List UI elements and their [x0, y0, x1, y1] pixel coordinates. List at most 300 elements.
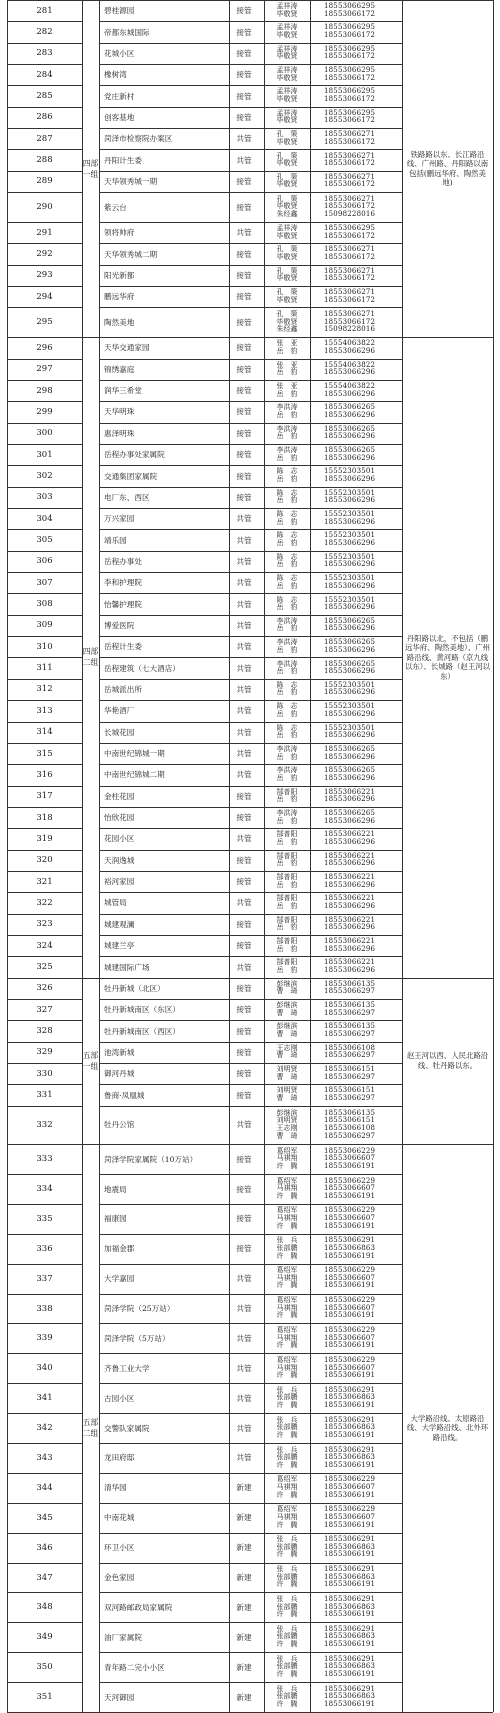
community-name: 城管局	[104, 898, 127, 908]
phone-numbers	[324, 956, 402, 977]
person-name: 岳 豹	[276, 581, 298, 590]
responsible-people	[264, 0, 310, 21]
row-number: 320	[36, 855, 53, 866]
phone-numbers	[324, 43, 402, 64]
management-type: 接管	[236, 941, 252, 951]
management-type: 接管	[236, 1005, 252, 1015]
row-number: 330	[36, 1068, 53, 1079]
phone-number: 18553066607	[324, 1333, 376, 1342]
person-name: 岳 豹	[276, 496, 298, 505]
phone-numbers	[324, 1323, 402, 1353]
phone-number: 18553066229	[324, 1206, 376, 1215]
responsible-people	[264, 380, 310, 401]
phone-number: 18553066296	[324, 773, 376, 782]
community-name: 丹阳计生委	[104, 155, 142, 165]
person-name: 郜普阳	[276, 958, 298, 967]
responsible-people	[264, 1652, 310, 1682]
person-name: 毕敬贤	[276, 137, 298, 146]
row-number: 336	[36, 1243, 53, 1254]
person-name: 孟祥涛	[276, 224, 298, 233]
management-type: 共管	[236, 684, 252, 694]
person-name: 岳 豹	[276, 944, 298, 953]
community-name: 大学嘉园	[104, 1274, 135, 1284]
responsible-people	[264, 1204, 310, 1234]
management-type: 接管	[236, 1090, 252, 1100]
community-name: 润华三希堂	[104, 386, 142, 396]
responsible-people	[264, 43, 310, 64]
phone-numbers	[324, 807, 402, 828]
management-type: 接管	[236, 48, 252, 58]
person-name: 孟祥涛	[276, 44, 298, 53]
management-type: 共管	[236, 706, 252, 716]
row-number: 321	[36, 876, 53, 887]
phone-number: 15552303501	[324, 595, 376, 604]
phone-number: 15554063822	[324, 382, 376, 391]
phone-number: 18553066291	[324, 1385, 376, 1394]
phone-number: 18553066291	[324, 1415, 376, 1424]
phone-number: 18553066296	[324, 944, 376, 953]
row-number: 292	[36, 249, 53, 260]
person-name: 岳 豹	[276, 667, 298, 676]
responsible-people	[264, 107, 310, 128]
community-name: 锦绣嘉庭	[104, 364, 135, 374]
person-name: 许 腾	[276, 1669, 298, 1678]
person-name: 孟祥涛	[276, 23, 298, 32]
phone-number: 18553066863	[324, 1423, 376, 1432]
person-name: 毕敬贤	[276, 295, 298, 304]
phone-number: 18553066172	[324, 159, 376, 168]
responsible-people	[264, 551, 310, 572]
person-name: 岳 豹	[276, 453, 298, 462]
phone-number: 18553066172	[324, 73, 376, 82]
phone-numbers	[324, 337, 402, 358]
management-type: 接管	[236, 27, 252, 37]
phone-numbers	[324, 243, 402, 264]
responsible-people	[264, 615, 310, 636]
responsible-people	[264, 1563, 310, 1593]
phone-numbers	[324, 359, 402, 380]
phone-numbers	[324, 1063, 402, 1084]
row-number: 339	[36, 1333, 53, 1344]
responsible-people	[264, 572, 310, 593]
person-name: 许 腾	[276, 1580, 298, 1589]
community-name: 长城花园	[104, 727, 135, 737]
community-name: 牡丹公馆	[104, 1120, 135, 1130]
phone-number: 18553066296	[324, 688, 376, 697]
row-number: 296	[36, 342, 53, 353]
person-name: 李洪涛	[276, 424, 298, 433]
management-type: 接管	[236, 364, 252, 374]
phone-number: 18553066172	[324, 52, 376, 61]
column-divider	[264, 0, 265, 1712]
person-name: 孔 策	[276, 266, 298, 275]
person-name: 彭继滨	[276, 1001, 298, 1010]
responsible-people	[264, 764, 310, 785]
person-name: 陈 志	[276, 702, 298, 711]
group-label-text: 四部一组	[82, 158, 99, 179]
management-type: 接管	[236, 855, 252, 865]
row-number: 285	[36, 91, 53, 102]
person-name: 毕敬贤	[276, 231, 298, 240]
person-name: 毕敬贤	[276, 180, 298, 189]
community-name: 万兴家园	[104, 514, 135, 524]
row-number: 298	[36, 385, 53, 396]
responsible-people	[264, 956, 310, 977]
person-name: 张 兵	[276, 1415, 298, 1424]
management-type: 接管	[236, 1026, 252, 1036]
phone-number: 18553066172	[324, 295, 376, 304]
responsible-people	[264, 700, 310, 721]
phone-numbers	[324, 1174, 402, 1204]
phone-number: 18553066296	[324, 923, 376, 932]
person-name: 岳 豹	[276, 859, 298, 868]
phone-number: 18553066296	[324, 837, 376, 846]
phone-number: 18553066191	[324, 1311, 376, 1320]
phone-number: 18553066295	[324, 87, 376, 96]
phone-number: 18553066295	[324, 224, 376, 233]
person-name: 张 兵	[276, 1236, 298, 1245]
person-name: 毕敬贤	[276, 253, 298, 262]
person-name: 马祺翔	[276, 1512, 298, 1521]
phone-number: 18553066296	[324, 667, 376, 676]
person-name: 岳 豹	[276, 966, 298, 974]
phone-number: 18553066172	[324, 95, 376, 104]
community-name: 城建兰亭	[104, 941, 135, 951]
person-name: 许 腾	[276, 1640, 298, 1649]
row-number: 291	[36, 227, 53, 238]
responsible-people	[264, 359, 310, 380]
community-name: 青年路二完小小区	[104, 1662, 165, 1672]
person-name: 张 亚	[276, 382, 298, 391]
management-type: 共管	[236, 1120, 252, 1130]
community-name: 油厂家属院	[104, 1632, 142, 1642]
community-name: 天润逸城	[104, 855, 135, 865]
person-name: 郜普阳	[276, 830, 298, 839]
community-name: 牡丹新城（北区）	[104, 983, 165, 993]
phone-number: 18553066607	[324, 1154, 376, 1163]
row-number: 335	[36, 1213, 53, 1224]
community-name: 中南花城	[104, 1513, 135, 1523]
responsible-people	[264, 1174, 310, 1204]
phone-number: 15552303501	[324, 680, 376, 689]
management-type: 接管	[236, 1069, 252, 1079]
phone-numbers	[324, 1294, 402, 1324]
phone-number: 18553066172	[324, 231, 376, 240]
community-name: 鲁商·凤凰城	[104, 1090, 145, 1100]
person-name: 许 腾	[276, 1281, 298, 1290]
management-type: 共管	[236, 1423, 252, 1433]
management-type: 接管	[236, 70, 252, 80]
phone-number: 18553066229	[324, 1176, 376, 1185]
person-name: 毕敬贤	[276, 202, 298, 211]
person-name: 李洪涛	[276, 403, 298, 412]
phone-numbers	[324, 85, 402, 106]
person-name: 彭继滨	[276, 979, 298, 988]
responsible-people	[264, 487, 310, 508]
row-number: 294	[36, 291, 53, 302]
person-name: 许 腾	[276, 1460, 298, 1469]
person-name: 岳 豹	[276, 624, 298, 633]
responsible-people	[264, 337, 310, 358]
community-name: 岳程办事处家属院	[104, 450, 165, 460]
management-type: 共管	[236, 1453, 252, 1463]
person-name: 岳 豹	[276, 795, 298, 804]
community-name: 菏泽市检察院办案区	[104, 134, 173, 144]
phone-numbers	[324, 1563, 402, 1593]
responsible-people	[264, 1144, 310, 1174]
person-name: 张 兵	[276, 1385, 298, 1394]
row-number: 290	[36, 202, 53, 213]
phone-number: 18553066229	[324, 1475, 376, 1484]
phone-number: 18553066291	[324, 1565, 376, 1574]
phone-number: 18553066863	[324, 1632, 376, 1641]
phone-numbers	[324, 700, 402, 721]
management-type: 接管	[236, 1244, 252, 1254]
phone-number: 15098228016	[324, 325, 376, 334]
phone-number: 18553066297	[324, 1051, 376, 1060]
management-type: 接管	[236, 919, 252, 929]
phone-numbers	[324, 892, 402, 913]
phone-number: 18553066607	[324, 1512, 376, 1521]
row-number: 286	[36, 112, 53, 123]
phone-numbers	[324, 786, 402, 807]
phone-number: 18553066863	[324, 1692, 376, 1701]
person-name: 葛绍军	[276, 1326, 298, 1335]
responsible-people	[264, 636, 310, 657]
phone-number: 18553066265	[324, 659, 376, 668]
responsible-people	[264, 1682, 310, 1712]
phone-number: 18553066296	[324, 645, 376, 654]
row-number: 345	[36, 1512, 53, 1523]
person-name: 孔 策	[276, 194, 298, 203]
person-name: 许 腾	[276, 1311, 298, 1320]
phone-numbers	[324, 286, 402, 307]
person-name: 马祺翔	[276, 1333, 298, 1342]
community-name: 靖乐园	[104, 535, 127, 545]
community-name: 华艳酒厂	[104, 706, 135, 716]
phone-number: 18553066265	[324, 808, 376, 817]
community-name: 李和护理院	[104, 578, 142, 588]
row-number: 332	[36, 1119, 53, 1130]
responsible-people	[264, 243, 310, 264]
phone-numbers	[324, 1592, 402, 1622]
phone-number: 18553066221	[324, 787, 376, 796]
row-number: 300	[36, 428, 53, 439]
responsible-people	[264, 529, 310, 550]
person-name: 毕敬贤	[276, 95, 298, 104]
community-name: 陶然美地	[104, 317, 135, 327]
person-name: 许 腾	[276, 1191, 298, 1200]
phone-number: 18553066295	[324, 44, 376, 53]
phone-number: 18553066265	[324, 616, 376, 625]
person-name: 马祺翔	[276, 1483, 298, 1492]
community-name: 菏泽学院（25万站）	[104, 1304, 175, 1314]
phone-number: 18553066863	[324, 1602, 376, 1611]
phone-number: 15552303501	[324, 723, 376, 732]
person-name: 岳 豹	[276, 880, 298, 889]
management-type: 共管	[236, 134, 252, 144]
phone-number: 18553066151	[324, 1116, 376, 1125]
phone-number: 18553066291	[324, 1684, 376, 1693]
management-type: 接管	[236, 492, 252, 502]
phone-numbers	[324, 615, 402, 636]
phone-number: 18553066291	[324, 1445, 376, 1454]
management-type: 接管	[236, 249, 252, 259]
row-number: 324	[36, 940, 53, 951]
community-name: 菏泽学院家属院（10万站）	[104, 1154, 198, 1164]
phone-number: 18553066291	[324, 1236, 376, 1245]
phone-number: 18553066863	[324, 1243, 376, 1252]
person-name: 张部鹏	[276, 1393, 298, 1402]
phone-numbers	[324, 107, 402, 128]
person-name: 张部鹏	[276, 1692, 298, 1701]
person-name: 许 腾	[276, 1699, 298, 1708]
row-number: 307	[36, 577, 53, 588]
management-type: 接管	[236, 1214, 252, 1224]
person-name: 曹 琦	[276, 1094, 298, 1103]
responsible-people	[264, 828, 310, 849]
row-number: 349	[36, 1632, 53, 1643]
management-type: 接管	[236, 471, 252, 481]
responsible-people	[264, 1473, 310, 1503]
phone-numbers	[324, 1106, 402, 1144]
person-name: 孔 策	[276, 130, 298, 139]
phone-numbers	[324, 935, 402, 956]
community-table	[7, 0, 494, 1712]
phone-number: 18553066221	[324, 894, 376, 903]
phone-number: 18553066296	[324, 603, 376, 612]
phone-number: 18553066172	[324, 274, 376, 283]
person-name: 岳 豹	[276, 837, 298, 846]
management-type: 共管	[236, 727, 252, 737]
responsible-people	[264, 657, 310, 678]
person-name: 张部鹏	[276, 1453, 298, 1462]
phone-number: 18553066863	[324, 1453, 376, 1462]
community-name: 阳光新都	[104, 270, 135, 280]
row-number: 293	[36, 270, 53, 281]
phone-numbers	[324, 1042, 402, 1063]
phone-numbers	[324, 0, 402, 21]
phone-numbers	[324, 21, 402, 42]
phone-number: 18553066191	[324, 1281, 376, 1290]
responsible-people	[264, 1106, 310, 1144]
responsible-people	[264, 1234, 310, 1264]
responsible-people	[264, 871, 310, 892]
phone-number: 15552303501	[324, 488, 376, 497]
person-name: 马祺翔	[276, 1154, 298, 1163]
responsible-people	[264, 1294, 310, 1324]
phone-number: 18553066191	[324, 1191, 376, 1200]
community-name: 中南世纪锦城一期	[104, 749, 165, 759]
phone-number: 18553066296	[324, 624, 376, 633]
community-name: 怡欣花园	[104, 813, 135, 823]
phone-number: 18553066191	[324, 1640, 376, 1649]
person-name: 王志刚	[276, 1043, 298, 1052]
phone-number: 18553066607	[324, 1483, 376, 1492]
community-name: 岳程计生委	[104, 642, 142, 652]
management-type: 接管	[236, 983, 252, 993]
management-type: 新建	[236, 1543, 252, 1553]
person-name: 岳 豹	[276, 560, 298, 569]
phone-number: 18553066607	[324, 1363, 376, 1372]
community-name: 清华园	[104, 1483, 127, 1493]
person-name: 马祺翔	[276, 1184, 298, 1193]
person-name: 岳 豹	[276, 410, 298, 419]
phone-number: 18553066191	[324, 1610, 376, 1619]
responsible-people	[264, 1533, 310, 1563]
row-number: 284	[36, 69, 53, 80]
management-type: 共管	[236, 514, 252, 524]
phone-number: 18553066296	[324, 795, 376, 804]
phone-numbers	[324, 444, 402, 465]
row-number: 341	[36, 1393, 53, 1404]
phone-numbers	[324, 465, 402, 486]
phone-number: 18553066191	[324, 1400, 376, 1409]
community-name: 金柱花园	[104, 791, 135, 801]
row-number: 282	[36, 27, 53, 38]
person-name: 曹 琦	[276, 1008, 298, 1017]
group-label	[82, 337, 99, 977]
management-type: 接管	[236, 112, 252, 122]
phone-number: 18553066265	[324, 424, 376, 433]
coverage-area	[402, 978, 493, 1145]
management-type: 新建	[236, 1483, 252, 1493]
row-number: 308	[36, 599, 53, 610]
phone-numbers	[324, 1234, 402, 1264]
person-name: 毕敬贤	[276, 73, 298, 82]
responsible-people	[264, 722, 310, 743]
responsible-people	[264, 1084, 310, 1105]
phone-number: 15552303501	[324, 702, 376, 711]
responsible-people	[264, 64, 310, 85]
phone-numbers	[324, 1533, 402, 1563]
phone-number: 18553066191	[324, 1520, 376, 1529]
phone-numbers	[324, 722, 402, 743]
phone-number: 18553066296	[324, 432, 376, 441]
person-name: 许 腾	[276, 1430, 298, 1439]
responsible-people	[264, 935, 310, 956]
phone-number: 18553066291	[324, 1535, 376, 1544]
phone-number: 18553066229	[324, 1296, 376, 1305]
phone-number: 18553066296	[324, 581, 376, 590]
phone-number: 18553066296	[324, 475, 376, 484]
phone-number: 18553066135	[324, 1001, 376, 1010]
row-number: 326	[36, 983, 53, 994]
phone-number: 18553066135	[324, 979, 376, 988]
phone-number: 18553066297	[324, 1131, 376, 1140]
community-name: 城建观澜	[104, 919, 135, 929]
phone-number: 18553066297	[324, 1030, 376, 1039]
row-number: 312	[36, 684, 53, 695]
person-name: 张部鹏	[276, 1423, 298, 1432]
management-type: 接管	[236, 1154, 252, 1164]
person-name: 郜普阳	[276, 915, 298, 924]
community-name: 环卫小区	[104, 1543, 135, 1553]
phone-number: 18553066265	[324, 446, 376, 455]
phone-number: 18553066271	[324, 309, 376, 318]
community-name: 齐鲁工业大学	[104, 1363, 150, 1373]
phone-number: 15552303501	[324, 574, 376, 583]
person-name: 李洪涛	[276, 446, 298, 455]
person-name: 张部鹏	[276, 1542, 298, 1551]
phone-numbers	[324, 508, 402, 529]
row-number: 328	[36, 1026, 53, 1037]
person-name: 陈 志	[276, 723, 298, 732]
coverage-area	[402, 337, 493, 977]
person-name: 陈 志	[276, 552, 298, 561]
responsible-people	[264, 850, 310, 871]
person-name: 曹 琦	[276, 1030, 298, 1039]
